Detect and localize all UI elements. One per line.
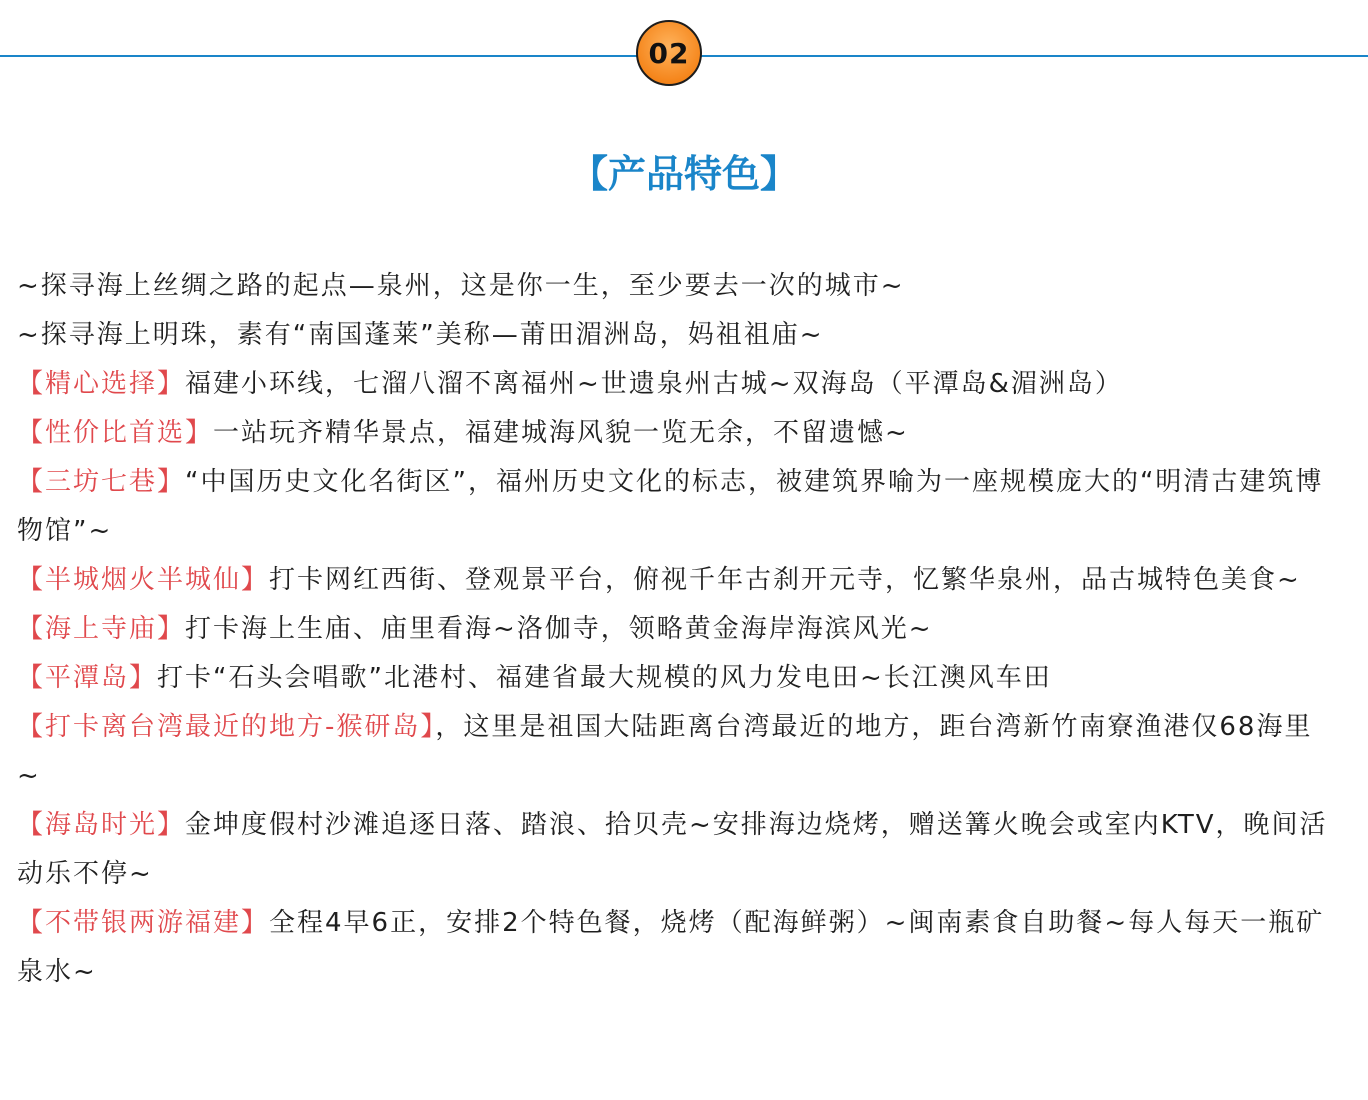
feature-text: 打卡网红西街、登观景平台，俯视千年古刹开元寺，忆繁华泉州，品古城特色美食~ — [269, 565, 1301, 595]
feature-tag: 【性价比首选】 — [17, 418, 214, 448]
feature-item — [17, 801, 1329, 899]
feature-text: 打卡海上生庙、庙里看海~洛伽寺，领略黄金海岸海滨风光~ — [185, 614, 933, 644]
feature-text: 福建小环线，七溜八溜不离福州~世遗泉州古城~双海岛（平潭岛&湄洲岛） — [185, 369, 1123, 399]
feature-text: “中国历史文化名街区”，福州历史文化的标志，被建筑界喻为一座规模庞大的“明清古建筑博物馆”~ — [17, 467, 1324, 546]
feature-text: 一站玩齐精华景点，福建城海风貌一览无余，不留遗憾~ — [213, 418, 909, 448]
feature-text: 全程4早6正，安排2个特色餐，烧烤（配海鲜粥）~闽南素食自助餐~每人每天一瓶矿泉水~ — [17, 908, 1325, 987]
feature-text: 金坤度假村沙滩追逐日落、踏浪、拾贝壳~安排海边烧烤，赠送篝火晚会或室内KTV，晚间活动乐不停~ — [17, 810, 1328, 889]
feature-tag: 【海上寺庙】 — [17, 614, 186, 644]
section-number-badge — [636, 20, 702, 86]
feature-item — [17, 899, 1329, 997]
feature-list — [17, 262, 1329, 997]
feature-item — [17, 360, 1329, 409]
feature-tag: 【半城烟火半城仙】 — [17, 565, 270, 595]
feature-item — [17, 458, 1329, 556]
feature-tag: 【不带银两游福建】 — [17, 908, 270, 938]
feature-text: 打卡“石头会唱歌”北港村、福建省最大规模的风力发电田~长江澳风车田 — [157, 663, 1052, 693]
feature-text: ，这里是祖国大陆距离台湾最近的地方，距台湾新竹南寮渔港仅68海里~ — [17, 712, 1313, 791]
feature-tag: 【精心选择】 — [17, 369, 186, 399]
feature-item — [17, 409, 1329, 458]
feature-item — [17, 556, 1329, 605]
feature-item — [17, 605, 1329, 654]
section-number: 02 — [648, 36, 690, 70]
feature-tag: 【三坊七巷】 — [17, 467, 186, 497]
feature-item — [17, 654, 1329, 703]
feature-item — [17, 703, 1329, 801]
intro-line: ~探寻海上丝绸之路的起点—泉州，这是你一生，至少要去一次的城市~ — [17, 271, 905, 301]
intro-line: ~探寻海上明珠，素有“南国蓬莱”美称—莆田湄洲岛，妈祖祖庙~ — [17, 320, 824, 350]
feature-tag: 【平潭岛】 — [17, 663, 158, 693]
section-title: 【产品特色】 — [569, 152, 798, 196]
feature-tag: 【打卡离台湾最近的地方-猴研岛】 — [17, 712, 436, 742]
feature-tag: 【海岛时光】 — [17, 810, 186, 840]
